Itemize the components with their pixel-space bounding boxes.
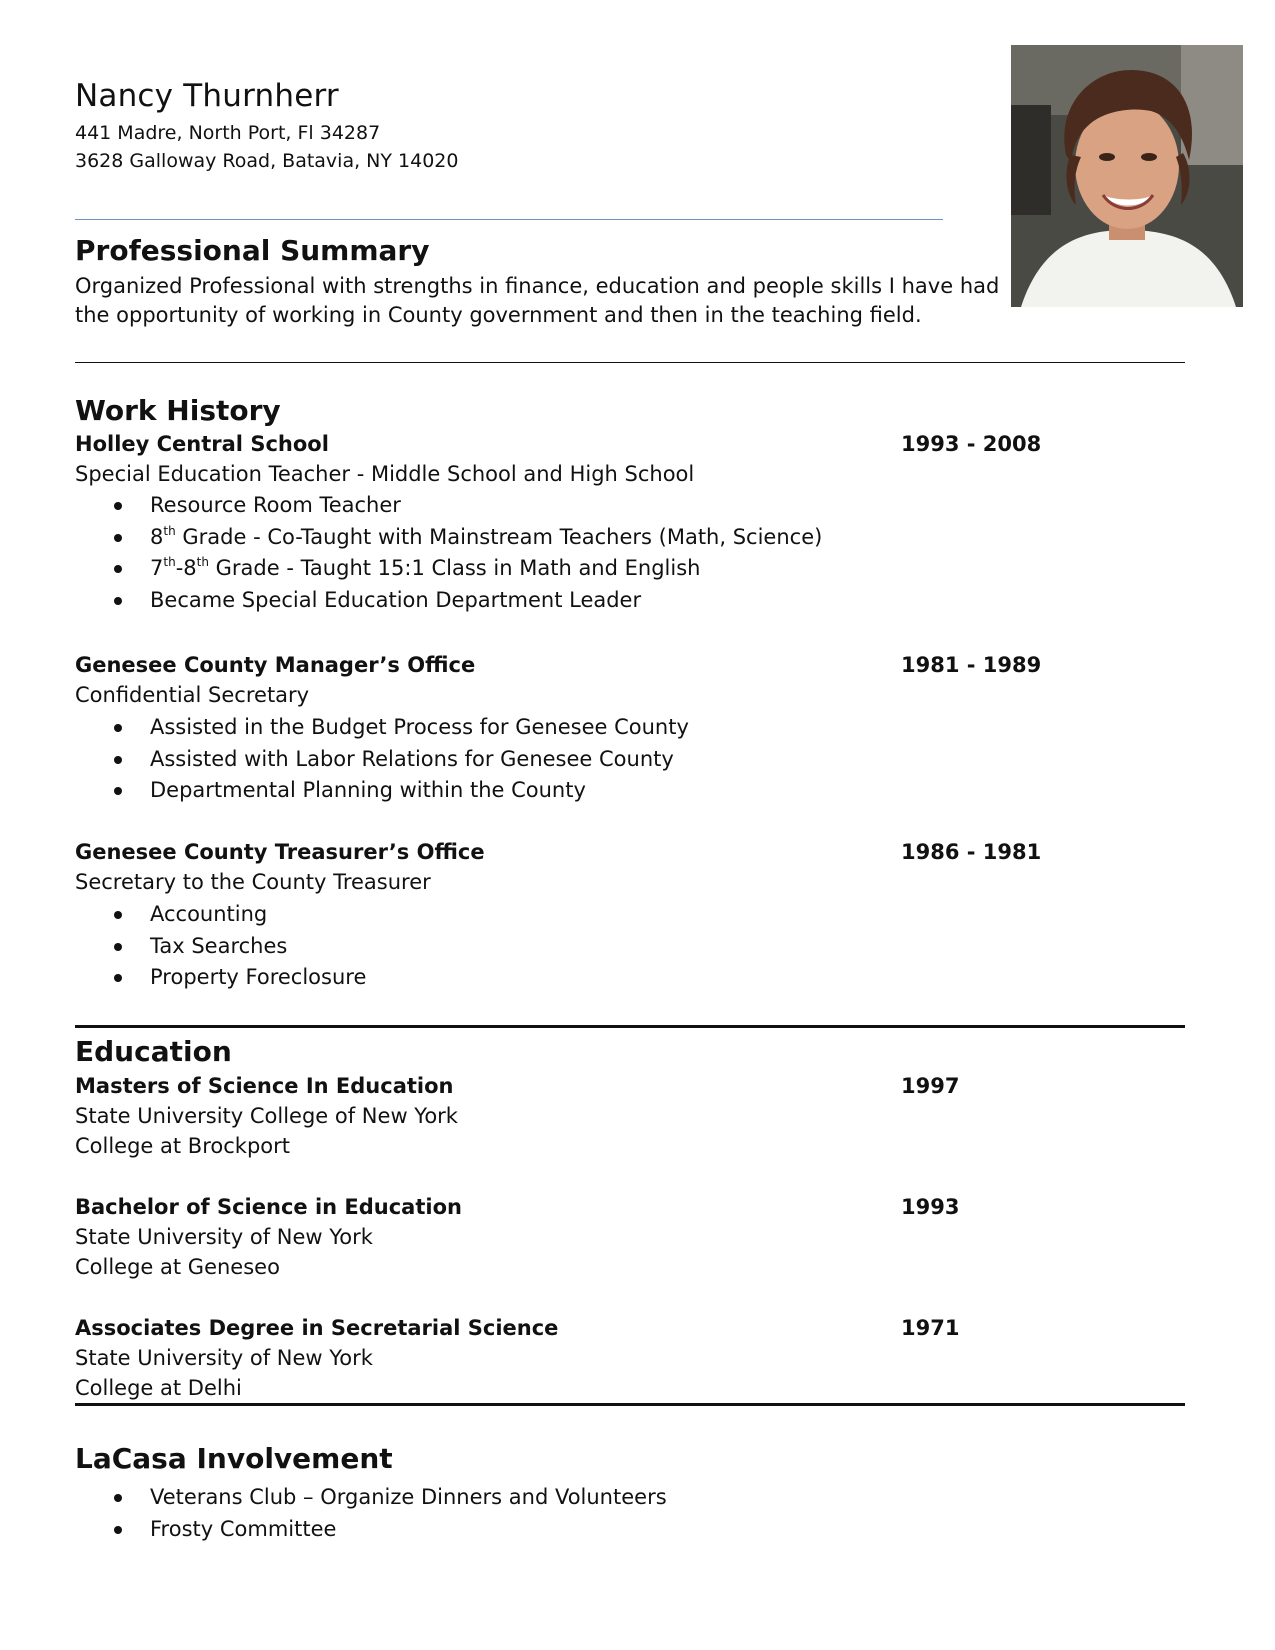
lacasa-bullet-list [108,1482,667,1545]
education-heading: Education [75,1035,232,1068]
bullet-icon [114,724,122,732]
summary-line-2: the opportunity of working in County government and then in the teaching field. [75,303,922,327]
job-bullet: Accounting [108,899,366,931]
job-bullet: Resource Room Teacher [108,490,822,522]
degree-school: State University College of New York [75,1104,458,1128]
header-divider [75,219,943,220]
job-title: Confidential Secretary [75,683,310,707]
summary-line-1: Organized Professional with strengths in finance, education and people skills I have had [75,274,1000,298]
degree-campus: College at Delhi [75,1376,242,1400]
bullet-icon [114,597,122,605]
bullet-icon [114,943,122,951]
job-bullet: Property Foreclosure [108,962,366,994]
education-divider [75,1025,1185,1028]
degree-campus: College at Geneseo [75,1255,280,1279]
job-org: Holley Central School [75,432,329,456]
job-bullet-list [108,899,366,994]
bullet-icon [114,756,122,764]
job-years: 1986 - 1981 [901,840,1042,864]
bullet-icon [114,502,122,510]
job-years: 1993 - 2008 [901,432,1042,456]
degree-year: 1997 [901,1074,960,1098]
degree-school: State University of New York [75,1346,373,1370]
degree-school: State University of New York [75,1225,373,1249]
job-bullet-list [108,712,689,807]
bullet-icon [114,787,122,795]
job-title: Special Education Teacher - Middle School and High School [75,462,695,486]
job-bullet: 8th Grade - Co-Taught with Mainstream Teachers (Math, Science) [108,522,822,554]
job-years: 1981 - 1989 [901,653,1042,677]
lacasa-heading: LaCasa Involvement [75,1442,393,1475]
summary-heading: Professional Summary [75,234,430,267]
degree-name: Associates Degree in Secretarial Science [75,1316,559,1340]
job-bullet-list [108,490,822,616]
bullet-icon [114,1494,122,1502]
job-org: Genesee County Treasurer’s Office [75,840,485,864]
lacasa-bullet: Veterans Club – Organize Dinners and Volunteers [108,1482,667,1514]
bullet-icon [114,565,122,573]
bullet-icon [114,534,122,542]
resume-name: Nancy Thurnherr [75,78,339,114]
profile-photo [1011,45,1243,307]
job-org: Genesee County Manager’s Office [75,653,476,677]
portrait-illustration [1011,45,1243,307]
job-bullet: Departmental Planning within the County [108,775,689,807]
address-line-1: 441 Madre, North Port, Fl 34287 [75,122,381,144]
address-line-2: 3628 Galloway Road, Batavia, NY 14020 [75,150,459,172]
job-bullet: Tax Searches [108,931,366,963]
summary-divider [75,362,1185,363]
job-bullet: 7th-8th Grade - Taught 15:1 Class in Math and English [108,553,822,585]
degree-name: Masters of Science In Education [75,1074,454,1098]
degree-year: 1971 [901,1316,960,1340]
bullet-icon [114,1526,122,1534]
job-bullet: Became Special Education Department Leader [108,585,822,617]
degree-campus: College at Brockport [75,1134,290,1158]
lacasa-bullet: Frosty Committee [108,1514,667,1546]
job-bullet: Assisted with Labor Relations for Genesee County [108,744,689,776]
lacasa-divider [75,1403,1185,1406]
job-title: Secretary to the County Treasurer [75,870,431,894]
degree-year: 1993 [901,1195,960,1219]
bullet-icon [114,974,122,982]
work-history-heading: Work History [75,394,281,427]
bullet-icon [114,911,122,919]
job-bullet: Assisted in the Budget Process for Genesee County [108,712,689,744]
degree-name: Bachelor of Science in Education [75,1195,462,1219]
